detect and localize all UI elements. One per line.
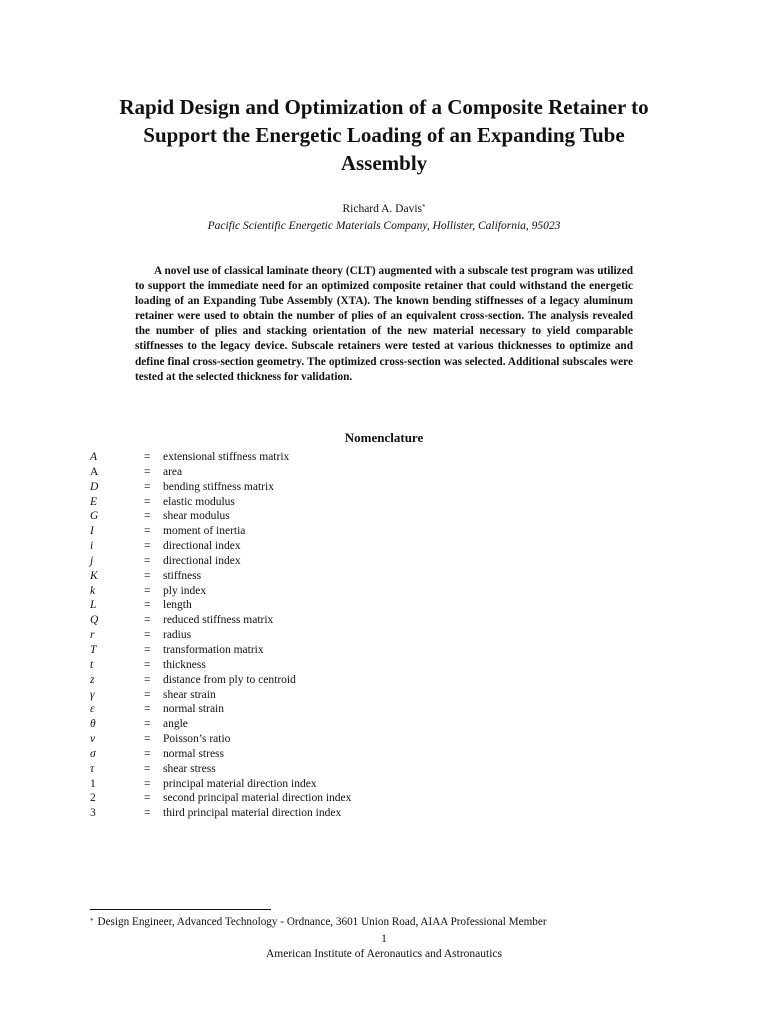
nomenclature-equals: = — [144, 643, 151, 656]
nomenclature-symbol: γ — [90, 688, 95, 701]
nomenclature-entry — [90, 465, 540, 480]
nomenclature-definition: radius — [163, 629, 192, 642]
author-footnote-mark: * — [422, 203, 426, 211]
nomenclature-symbol: A — [90, 451, 98, 463]
footnote-divider — [90, 909, 271, 910]
nomenclature-equals: = — [144, 658, 151, 671]
footnote-mark: * — [90, 917, 94, 925]
nomenclature-definition: shear stress — [163, 762, 216, 775]
nomenclature-equals: = — [144, 777, 151, 790]
nomenclature-definition: distance from ply to centroid — [163, 673, 296, 686]
nomenclature-definition: shear strain — [163, 688, 216, 701]
nomenclature-symbol: j — [90, 554, 94, 567]
nomenclature-entry — [90, 450, 540, 465]
nomenclature-symbol: τ — [90, 762, 95, 775]
nomenclature-definition: normal stress — [163, 747, 225, 760]
nomenclature-symbol: 3 — [90, 807, 96, 820]
nomenclature-entry — [90, 806, 540, 821]
nomenclature-definition: principal material direction index — [163, 777, 317, 790]
nomenclature-entry — [90, 509, 540, 524]
nomenclature-equals: = — [144, 747, 151, 760]
nomenclature-equals: = — [144, 599, 151, 612]
nomenclature-definition: Poisson’s ratio — [163, 733, 231, 746]
nomenclature-equals: = — [144, 792, 151, 805]
nomenclature-equals: = — [144, 480, 151, 493]
nomenclature-definition: moment of inertia — [163, 525, 246, 538]
nomenclature-entry — [90, 598, 540, 613]
nomenclature-definition: ply index — [163, 584, 207, 597]
nomenclature-entry — [90, 613, 540, 628]
nomenclature-definition: bending stiffness matrix — [163, 480, 274, 493]
nomenclature-symbol: D — [90, 480, 99, 493]
nomenclature-definition: normal strain — [163, 703, 224, 716]
nomenclature-entry — [90, 777, 540, 792]
nomenclature-entry — [90, 688, 540, 703]
nomenclature-symbol: K — [90, 569, 98, 582]
nomenclature-definition: length — [163, 599, 192, 612]
title-line: Support the Energetic Loading of an Expanding Tube — [143, 123, 625, 147]
nomenclature-heading: Nomenclature — [344, 430, 424, 445]
nomenclature-definition: directional index — [163, 554, 241, 567]
nomenclature-symbol: A — [90, 465, 99, 478]
nomenclature-symbol: t — [90, 658, 94, 671]
title-line: Rapid Design and Optimization of a Composite Retainer to — [119, 95, 649, 119]
nomenclature-symbol: 2 — [90, 792, 96, 805]
nomenclature-equals: = — [144, 465, 151, 478]
nomenclature-definition: directional index — [163, 540, 241, 553]
nomenclature-equals: = — [144, 540, 151, 553]
nomenclature-equals: = — [144, 733, 151, 746]
nomenclature-definition: reduced stiffness matrix — [163, 614, 274, 627]
abstract: A novel use of classical laminate theory (CLT) augmented with a subscale test program was utilized to support the immediate need for an optimized composite retainer that could withstand the energetic loading of an Expanding Tube Assembly (XTA). The known bending stiffnesses of a legacy aluminum retainer were used to obtain the number of plies of an equivalent cross-section. The analysis revealed the number of plies and stacking orientation of the new material necessary to yield comparable stiffnesses to the legacy device. Subscale retainers were tested at various thicknesses to optimize and define final cross-section geometry. The optimized cross-section was selected. Additional subscales were tested at the selected thickness for validation. — [135, 265, 633, 383]
nomenclature-definition: elastic modulus — [163, 495, 235, 508]
nomenclature-symbol: Q — [90, 614, 99, 627]
nomenclature-definition: area — [163, 465, 183, 478]
nomenclature-list — [90, 450, 540, 821]
nomenclature-symbol: ν — [90, 733, 96, 746]
nomenclature-entry — [90, 495, 540, 510]
nomenclature-symbol: I — [90, 525, 94, 538]
nomenclature-definition: transformation matrix — [163, 643, 264, 656]
nomenclature-entry — [90, 717, 540, 732]
nomenclature-equals: = — [144, 673, 151, 686]
author-name: Richard A. Davis — [342, 203, 423, 215]
nomenclature-equals: = — [144, 569, 151, 582]
nomenclature-entry — [90, 702, 540, 717]
nomenclature-entry — [90, 747, 540, 762]
nomenclature-equals: = — [144, 510, 151, 523]
nomenclature-entry — [90, 643, 540, 658]
nomenclature-equals: = — [144, 629, 151, 642]
nomenclature-definition: stiffness — [163, 569, 202, 582]
nomenclature-equals: = — [144, 525, 151, 538]
nomenclature-symbol: i — [90, 540, 94, 553]
nomenclature-entry — [90, 569, 540, 584]
nomenclature-symbol: L — [90, 599, 97, 612]
nomenclature-definition: shear modulus — [163, 510, 230, 523]
nomenclature-entry — [90, 539, 540, 554]
nomenclature-entry — [90, 658, 540, 673]
journal-name: American Institute of Aeronautics and Astronautics — [265, 948, 502, 960]
nomenclature-equals: = — [144, 495, 151, 508]
nomenclature-symbol: k — [90, 584, 96, 597]
nomenclature-entry — [90, 524, 540, 539]
nomenclature-equals: = — [144, 451, 151, 463]
nomenclature-entry — [90, 762, 540, 777]
nomenclature-definition: angle — [163, 718, 188, 731]
nomenclature-entry — [90, 628, 540, 643]
title-line: Assembly — [340, 151, 428, 175]
nomenclature-entry — [90, 480, 540, 495]
nomenclature-definition: extensional stiffness matrix — [163, 451, 290, 463]
nomenclature-definition: thickness — [163, 658, 206, 671]
nomenclature-symbol: ε — [90, 703, 95, 716]
nomenclature-entry — [90, 791, 540, 806]
nomenclature-entry — [90, 554, 540, 569]
author-line — [0, 202, 768, 216]
nomenclature-equals: = — [144, 718, 151, 731]
nomenclature-entry — [90, 732, 540, 747]
nomenclature-equals: = — [144, 807, 151, 820]
nomenclature-equals: = — [144, 584, 151, 597]
nomenclature-symbol: T — [90, 643, 97, 656]
nomenclature-definition: third principal material direction index — [163, 807, 342, 820]
footnote-text: Design Engineer, Advanced Technology - Ordnance, 3601 Union Road, AIAA Professional Member — [97, 916, 547, 928]
nomenclature-equals: = — [144, 703, 151, 716]
nomenclature-entry — [90, 673, 540, 688]
nomenclature-symbol: z — [90, 673, 95, 686]
nomenclature-symbol: E — [90, 495, 98, 508]
nomenclature-symbol: σ — [90, 747, 96, 760]
nomenclature-definition: second principal material direction index — [163, 792, 352, 805]
paper-title — [60, 93, 708, 177]
nomenclature-equals: = — [144, 614, 151, 627]
author-affiliation: Pacific Scientific Energetic Materials Company, Hollister, California, 95023 — [207, 220, 561, 232]
nomenclature-equals: = — [144, 554, 151, 567]
nomenclature-symbol: 1 — [90, 777, 96, 790]
nomenclature-equals: = — [144, 762, 151, 775]
nomenclature-symbol: θ — [90, 718, 96, 731]
nomenclature-entry — [90, 584, 540, 599]
nomenclature-equals: = — [144, 688, 151, 701]
nomenclature-symbol: r — [90, 629, 95, 642]
footnote — [90, 915, 690, 929]
nomenclature-symbol: G — [90, 510, 99, 523]
page-number: 1 — [381, 933, 387, 945]
